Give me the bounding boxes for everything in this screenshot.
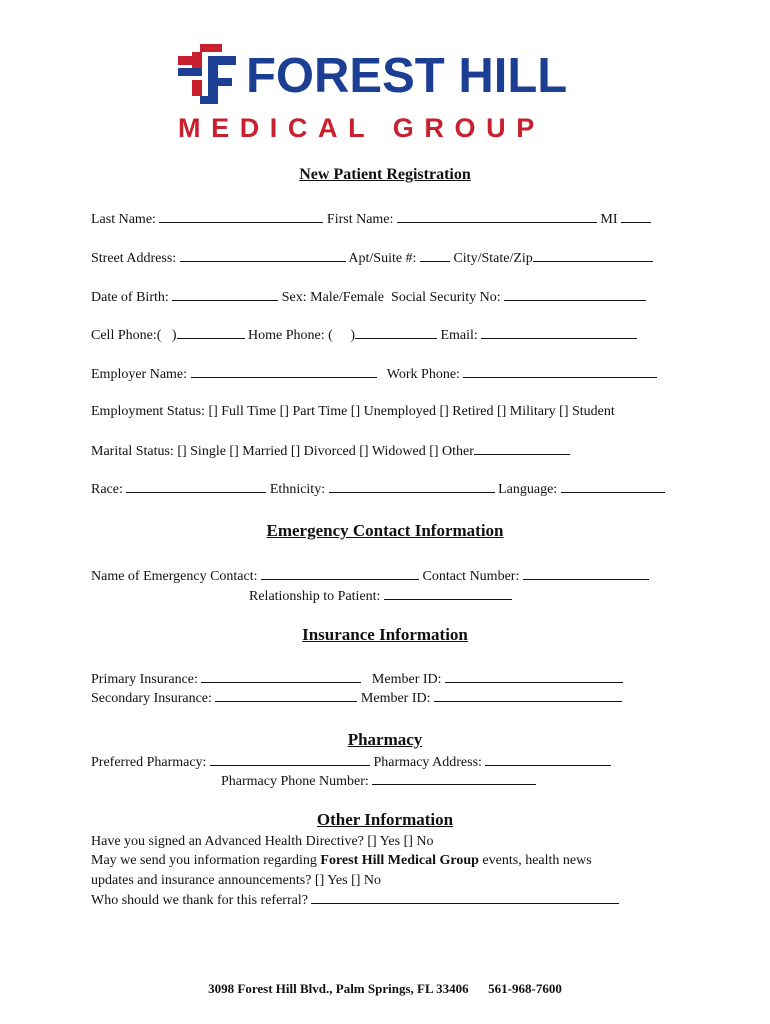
- ssn-field[interactable]: [504, 288, 646, 301]
- emergency-contact-field[interactable]: [261, 567, 419, 580]
- preferred-pharmacy-label: Preferred Pharmacy:: [91, 755, 207, 770]
- contact-number-field[interactable]: [523, 567, 649, 580]
- home-phone-field[interactable]: [355, 326, 437, 339]
- demographics-row: [91, 480, 665, 499]
- contact-number-label: Contact Number:: [422, 569, 520, 584]
- cross-icon: [178, 44, 238, 106]
- work-phone-label: Work Phone:: [386, 367, 460, 382]
- dob-label: Date of Birth:: [91, 290, 169, 305]
- phone-row: [91, 326, 637, 345]
- secondary-insurance-row: [91, 689, 622, 708]
- pharmacy-address-field[interactable]: [485, 753, 611, 766]
- footer: [0, 981, 770, 997]
- race-label: Race:: [91, 482, 123, 497]
- emergency-heading: Emergency Contact Information: [266, 521, 504, 540]
- emergency-contact-row: [91, 567, 649, 586]
- street-address-field[interactable]: [180, 249, 346, 262]
- employer-row: [91, 365, 657, 384]
- secondary-insurance-label: Secondary Insurance:: [91, 691, 212, 706]
- mi-field[interactable]: [621, 210, 651, 223]
- employer-name-label: Employer Name:: [91, 367, 188, 382]
- pharmacy-heading: Pharmacy: [347, 730, 423, 749]
- primary-insurance-row: [91, 670, 623, 689]
- info-consent-row: [91, 852, 592, 870]
- primary-insurance-label: Primary Insurance:: [91, 672, 198, 687]
- info-consent-options[interactable]: updates and insurance announcements? [] Yes [] No: [91, 873, 382, 888]
- relationship-field[interactable]: [384, 587, 512, 600]
- ethnicity-field[interactable]: [329, 480, 495, 493]
- relationship-row: [249, 587, 512, 606]
- pharmacy-address-label: Pharmacy Address:: [373, 755, 482, 770]
- pharmacy-phone-field[interactable]: [372, 772, 536, 785]
- ssn-label: Social Security No:: [391, 290, 501, 305]
- relationship-label: Relationship to Patient:: [249, 589, 381, 604]
- cell-phone-field[interactable]: [177, 326, 245, 339]
- mi-label: MI: [600, 212, 618, 227]
- work-phone-field[interactable]: [463, 365, 657, 378]
- footer-address: 3098 Forest Hill Blvd., Palm Springs, FL 33406: [208, 981, 469, 996]
- info-consent-suffix: events, health news: [478, 853, 592, 868]
- pharmacy-phone-label: Pharmacy Phone Number:: [221, 774, 369, 789]
- employer-name-field[interactable]: [191, 365, 377, 378]
- race-field[interactable]: [126, 480, 266, 493]
- apt-suite-label: Apt/Suite #:: [348, 251, 417, 266]
- logo-subtitle: MEDICAL GROUP: [178, 113, 545, 143]
- logo: [178, 44, 598, 144]
- last-name-label: Last Name:: [91, 212, 156, 227]
- secondary-insurance-field[interactable]: [215, 689, 357, 702]
- primary-insurance-field[interactable]: [201, 670, 361, 683]
- ethnicity-label: Ethnicity:: [269, 482, 326, 497]
- primary-member-id-field[interactable]: [445, 670, 623, 683]
- city-state-zip-label: City/State/Zip: [453, 251, 533, 266]
- page-title: New Patient Registration: [299, 166, 471, 183]
- dob-row: [91, 288, 646, 307]
- apt-suite-field[interactable]: [420, 249, 450, 262]
- footer-phone: 561-968-7600: [488, 981, 562, 996]
- last-name-field[interactable]: [159, 210, 323, 223]
- referral-row: [91, 891, 619, 910]
- referral-field[interactable]: [311, 891, 619, 904]
- info-consent-text: May we send you information regarding: [91, 853, 321, 868]
- referral-label: Who should we thank for this referral?: [91, 893, 308, 908]
- employment-status-row[interactable]: Employment Status: [] Full Time [] Part Time [] Unemployed [] Retired [] Military [] Student: [91, 404, 615, 419]
- info-consent-org: Forest Hill Medical Group: [320, 853, 479, 868]
- directive-row[interactable]: Have you signed an Advanced Health Directive? [] Yes [] No: [91, 834, 434, 849]
- secondary-member-id-field[interactable]: [434, 689, 622, 702]
- primary-member-id-label: Member ID:: [371, 672, 442, 687]
- other-heading: Other Information: [316, 810, 454, 829]
- home-phone-label: Home Phone: ( ): [248, 328, 355, 343]
- preferred-pharmacy-field[interactable]: [210, 753, 370, 766]
- address-row: [91, 249, 653, 268]
- first-name-label: First Name:: [326, 212, 394, 227]
- dob-field[interactable]: [172, 288, 278, 301]
- city-state-zip-field[interactable]: [533, 249, 653, 262]
- language-label: Language:: [498, 482, 558, 497]
- language-field[interactable]: [561, 480, 665, 493]
- sex-label[interactable]: Sex: Male/Female: [281, 290, 385, 305]
- marital-status-options[interactable]: Marital Status: [] Single [] Married [] Divorced [] Widowed [] Other: [91, 444, 474, 459]
- pharmacy-phone-row: [221, 772, 536, 791]
- secondary-member-id-label: Member ID:: [360, 691, 431, 706]
- first-name-field[interactable]: [397, 210, 597, 223]
- street-address-label: Street Address:: [91, 251, 177, 266]
- name-row: [91, 210, 651, 229]
- cell-phone-label: Cell Phone:( ): [91, 328, 177, 343]
- marital-other-field[interactable]: [474, 442, 570, 455]
- insurance-heading: Insurance Information: [302, 625, 468, 644]
- emergency-contact-label: Name of Emergency Contact:: [91, 569, 258, 584]
- email-field[interactable]: [481, 326, 637, 339]
- logo-title: FOREST HILL: [246, 49, 568, 103]
- pharmacy-row: [91, 753, 611, 772]
- marital-status-row: [91, 442, 570, 461]
- email-label: Email:: [440, 328, 478, 343]
